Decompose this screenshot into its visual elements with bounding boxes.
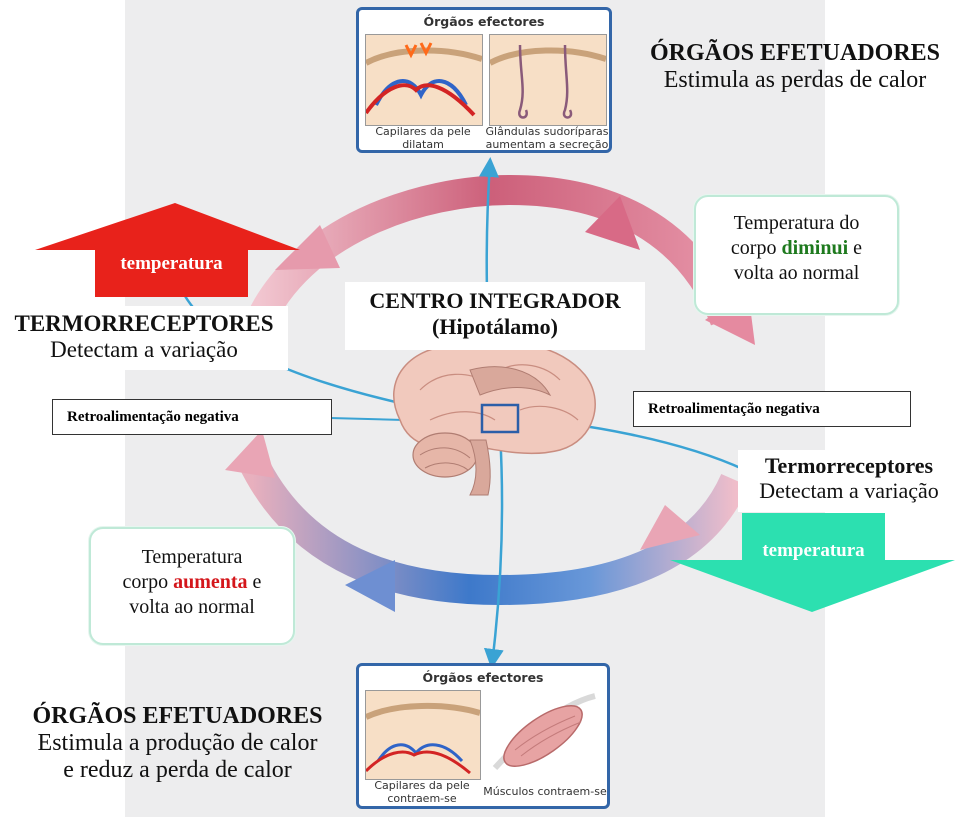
sweat-glands-image	[489, 34, 607, 126]
top-right-effectors-label	[630, 40, 960, 94]
cycle-arrowhead-bottom-left	[225, 430, 275, 478]
skin-capillaries-contract-image	[365, 690, 481, 780]
pointer-line-down	[492, 432, 502, 664]
effector-panel-bottom-caption-left: Capilares da pele contraem-se	[374, 779, 470, 805]
left-thermoreceptors-title: TERMORRECEPTORES	[14, 311, 274, 336]
effector-panel-bottom-title: Órgãos efectores	[422, 670, 544, 685]
left-thermoreceptors-subtitle: Detectam a variação	[50, 336, 238, 362]
effector-panel-top-caption-right: Glândulas sudoríparas aumentam a secreção	[485, 125, 609, 151]
effector-panel-top-caption-left: Capilares da pele dilatam	[375, 125, 471, 151]
integrator-center-subtitle: (Hipotálamo)	[432, 314, 558, 340]
state-decrease-box: Temperatura do corpo diminui e volta ao normal	[694, 195, 899, 315]
effector-panel-top	[356, 7, 612, 153]
negative-feedback-right: Retroalimentação negativa	[633, 391, 911, 427]
temperature-up-arrow	[35, 203, 300, 297]
negative-feedback-left: Retroalimentação negativa	[52, 399, 332, 435]
top-right-effectors-subtitle: Estimula as perdas de calor	[663, 66, 927, 93]
decrease-highlight: diminui	[781, 237, 849, 259]
state-increase-box: Temperatura corpo aumenta e volta ao normal	[89, 527, 295, 645]
integrator-center-box	[345, 282, 645, 350]
effector-panel-top-title: Órgãos efectores	[423, 14, 545, 29]
integrator-center-title: CENTRO INTEGRADOR	[369, 288, 621, 313]
bottom-left-effectors-label	[0, 703, 355, 784]
temperature-down-label: temperatura	[762, 540, 865, 561]
right-thermoreceptors-subtitle: Detectam a variação	[759, 477, 939, 503]
temperature-up-label: temperatura	[120, 253, 223, 274]
skin-capillaries-dilate-image	[365, 34, 483, 126]
right-thermoreceptors-box	[738, 450, 960, 512]
left-thermoreceptors-box	[0, 306, 288, 370]
effector-panel-bottom-caption-right: Músculos contraem-se	[483, 785, 607, 798]
bottom-left-effectors-line1: Estimula a produção de calor	[37, 729, 318, 756]
muscle-image	[485, 686, 605, 778]
bottom-left-effectors-title: ÓRGÃOS EFETUADORES	[32, 703, 323, 729]
brain-illustration	[394, 341, 595, 495]
right-thermoreceptors-title: Termorreceptores	[764, 453, 934, 478]
bottom-left-effectors-line2: e reduz a perda de calor	[63, 756, 292, 783]
top-right-effectors-title: ÓRGÃOS EFETUADORES	[649, 40, 941, 66]
increase-highlight: aumenta	[173, 571, 248, 593]
effector-panel-bottom	[356, 663, 610, 809]
